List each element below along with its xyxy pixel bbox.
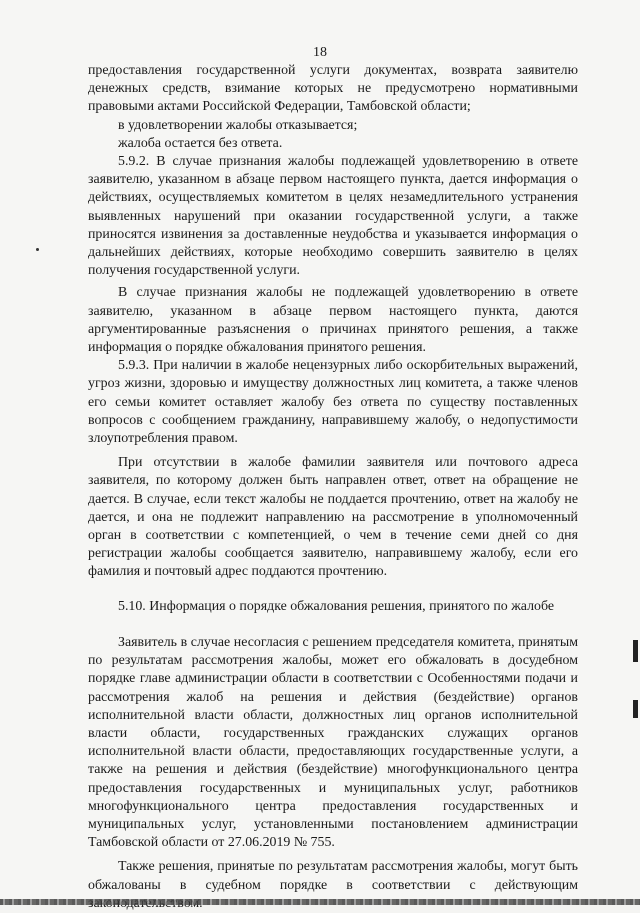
section-heading: 5.10. Информация о порядке обжалования решения, принятого по жалобе bbox=[118, 598, 555, 614]
scan-edge-mark bbox=[633, 700, 638, 718]
paragraph: жалоба остается без ответа. bbox=[118, 135, 283, 151]
paragraph: в удовлетворении жалобы отказывается; bbox=[118, 117, 358, 133]
scan-edge-mark bbox=[633, 640, 638, 662]
scan-speck bbox=[36, 248, 39, 251]
paragraph: При отсутствии в жалобе фамилии заявителя или почтового адреса заявителя, по которому должен быть направлен ответ, ответ на обращение не дается. В случае, если текст жалобы не поддается прочтению, ответ на жалобу не дается, и она не подлежит направлению на рассмотрение в уполномоченный орган в соответствии с компетенцией, о чем в течение семи дней со дня регистрации жалобы сообщается заявителю, направившему жалобу, если его фамилия и почтовый адрес поддаются прочтению. bbox=[88, 455, 578, 580]
paragraph: В случае признания жалобы не подлежащей удовлетворению в ответе заявителю, указанном в абзаце первом настоящего пункта, даются аргументированные разъяснения о причинах принятого решения, а также информация о порядке обжалования принятого решения. bbox=[88, 285, 578, 356]
paragraph: Заявитель в случае несогласия с решением председателя комитета, принятым по результатам рассмотрения жалобы, может его обжаловать в досудебном порядке главе администрации области в соответствии с Особенностями подачи и рассмотрения жалоб на решения и действия (бездействие) органов исполнительной власти области, должностных лиц органов исполнительной власти области, государственных гражданских служащих органов исполнительной власти области, предоставляющих государственные услуги, а также на решения и действия (бездействие) многофункционального центра предоставления государственных и муниципальных услуг, работников многофункционального центра предоставления государственных и муниципальных услуг, установленными постановлением администрации Тамбовской области от 27.06.2019 № 755. bbox=[88, 634, 578, 851]
paragraph: 5.9.2. В случае признания жалобы подлежащей удовлетворению в ответе заявителю, указанном в абзаце первом настоящего пункта, дается информация о действиях, осуществляемых комитетом в целях незамедлительного устранения выявленных нарушений при оказании государственной услуги, а также приносятся извинения за доставленные неудобства и указывается информация о дальнейших действиях, которые необходимо совершить заявителю в целях получения государственной услуги. bbox=[88, 154, 578, 279]
paragraph: Также решения, принятые по результатам рассмотрения жалобы, могут быть обжалованы в судебном порядке в соответствии с действующим bbox=[88, 859, 578, 893]
paragraph: 5.9.3. При наличии в жалобе нецензурных либо оскорбительных выражений, угроз жизни, здоровью и имуществу должностных лиц комитета, а также членов его семьи комитет оставляет жалобу без ответа по существу поставленных вопросов с сообщением гражданину, направившему жалобу, о недопустимости злоупотребления правом. bbox=[88, 358, 578, 447]
paragraph: предоставления государственной услуги документах, возврата заявителю денежных средств, взимание которых не предусмотрено нормативными правовыми актами Российской Федерации, Тамбовской области; bbox=[88, 63, 578, 115]
scan-bottom-edge bbox=[0, 899, 640, 905]
page-number: 18 bbox=[313, 45, 327, 60]
document-body bbox=[88, 62, 578, 913]
